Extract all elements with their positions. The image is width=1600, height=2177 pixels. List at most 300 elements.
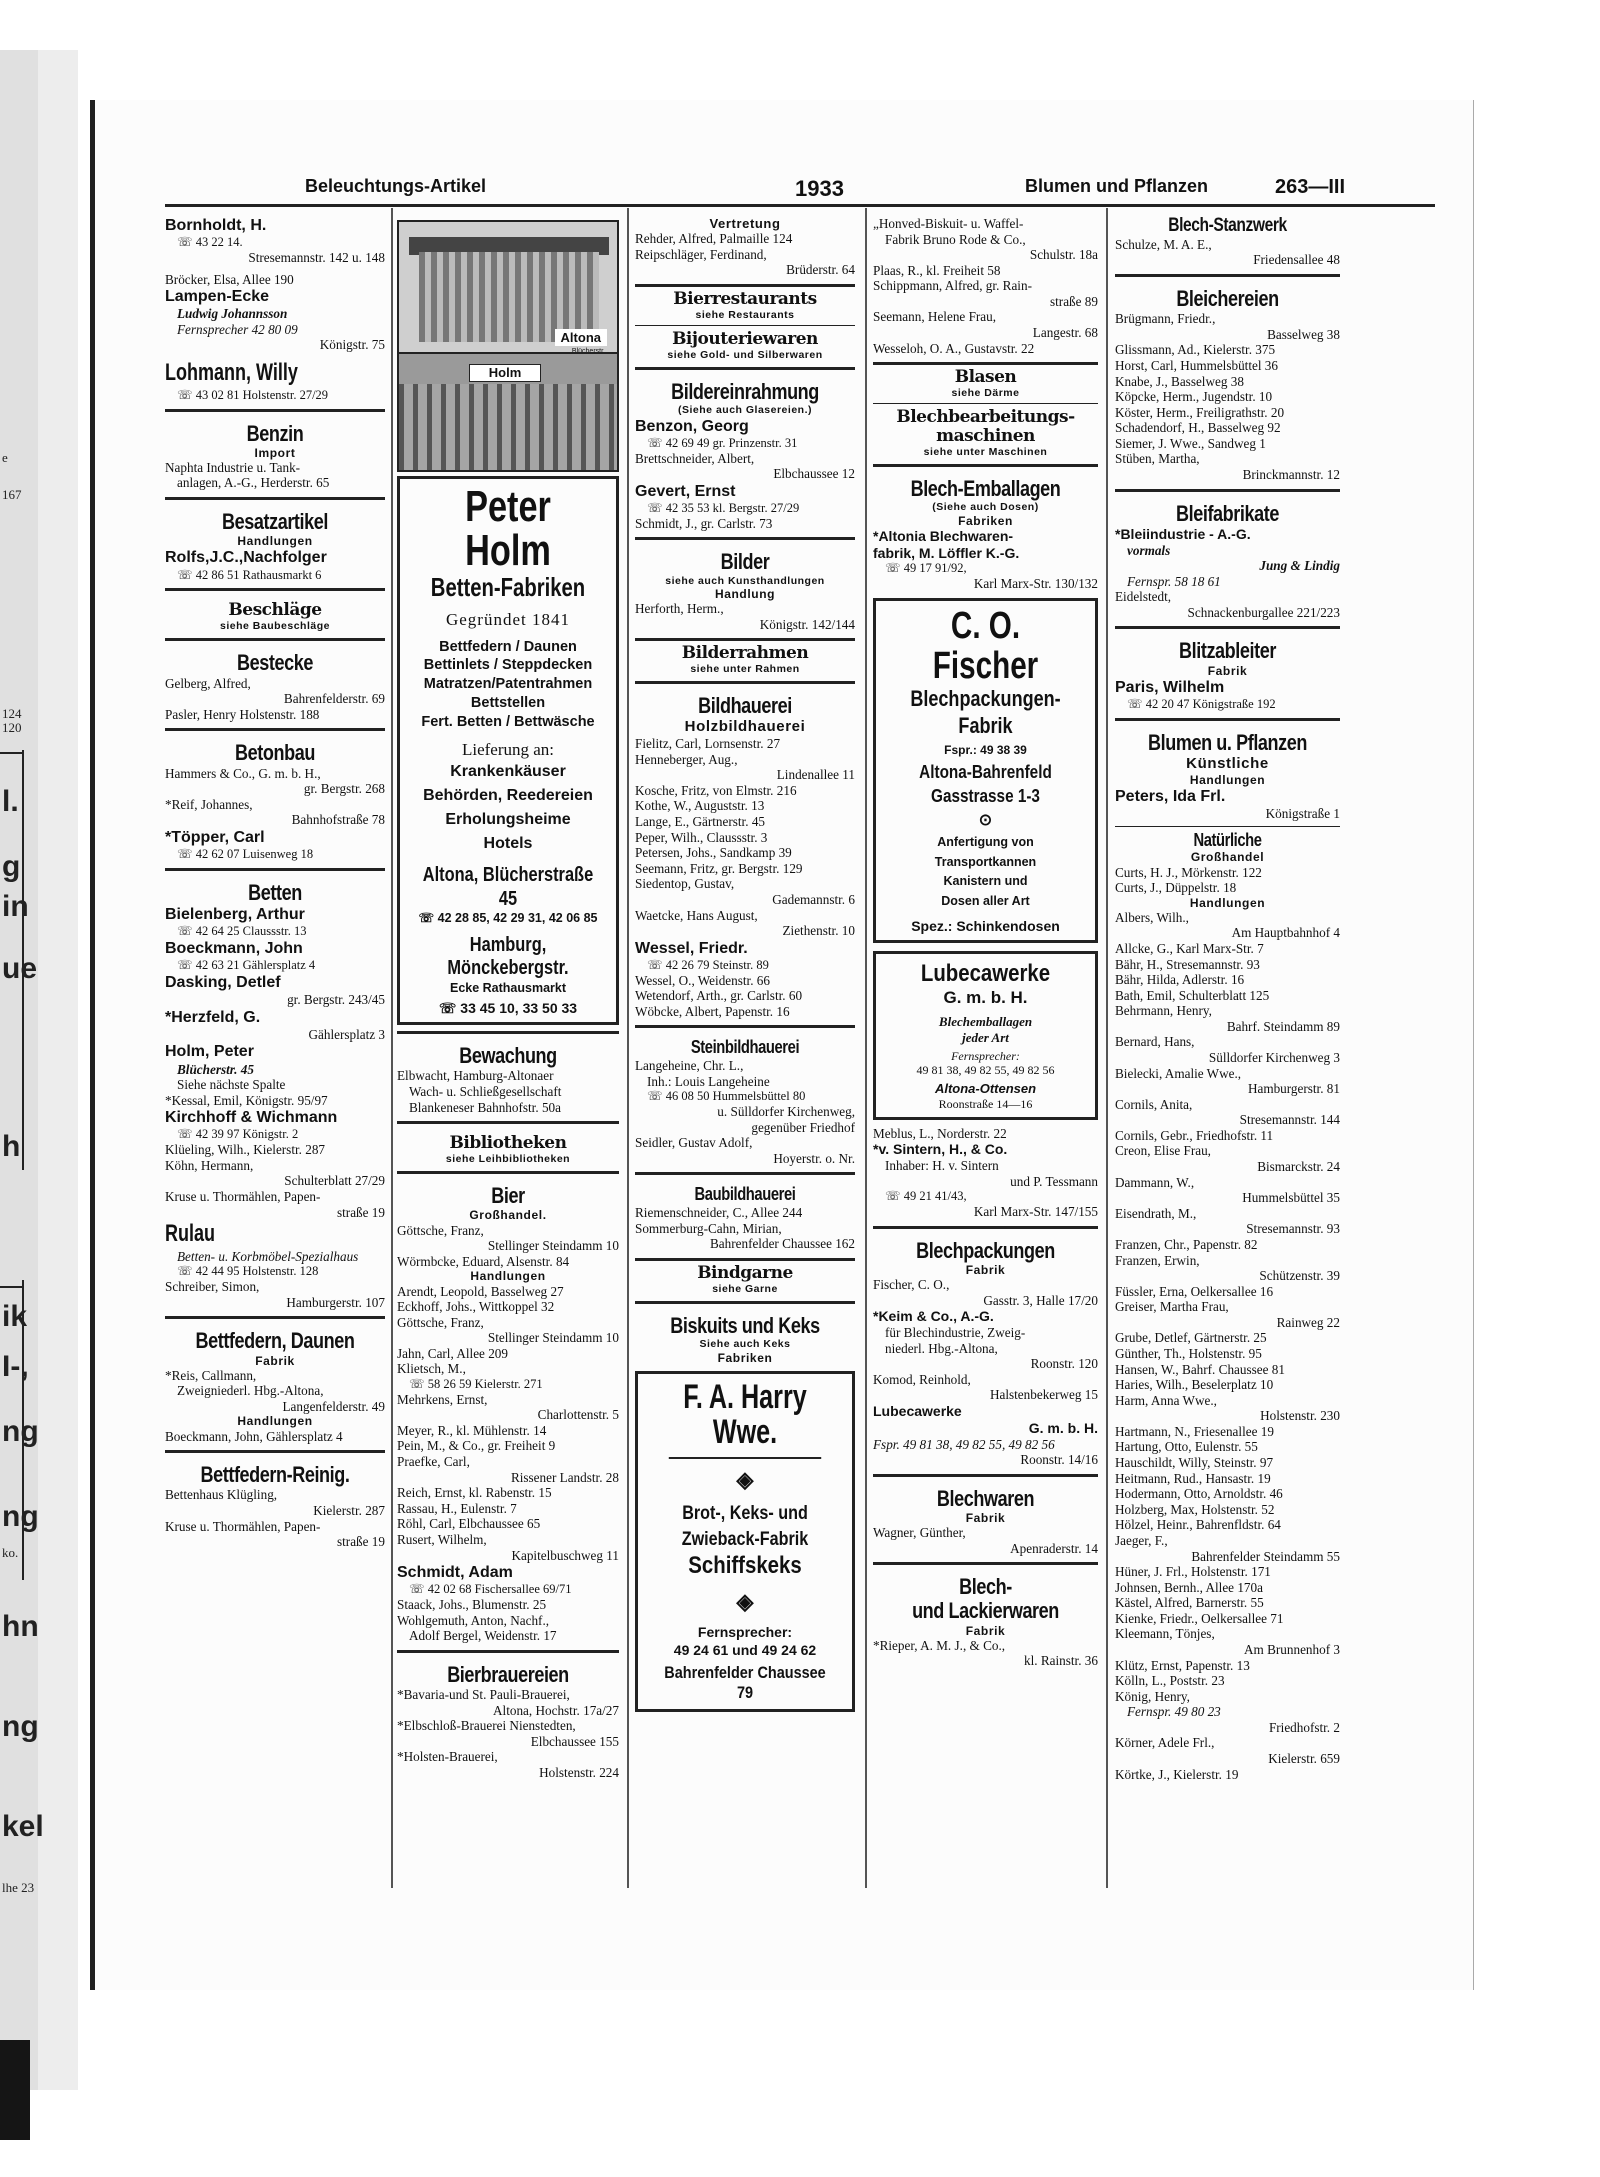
section-subheading: Vertretung: [709, 216, 781, 231]
entry: Kothe, W., Auguststr. 13: [635, 798, 765, 814]
section-rule: [1115, 826, 1340, 827]
entry-address: Hamburgerstr. 81: [1247, 1081, 1340, 1097]
entry: Rassau, H., Eulenstr. 7: [397, 1500, 517, 1516]
entry: Komod, Reinhold,: [873, 1371, 971, 1387]
entry-phone-address: ☏ 42 35 53 kl. Bergstr. 27/29: [647, 501, 800, 516]
entry-phone: ☏ 43 22 14.: [177, 235, 243, 250]
section-heading: Bindgarne: [697, 1262, 793, 1283]
entry: Bähr, Hilda, Adlerstr. 16: [1115, 972, 1245, 988]
entry: Hansen, W., Bahrf. Chaussee 81: [1115, 1361, 1285, 1377]
prev-fragment: ng: [2, 1710, 39, 1743]
advert-product: jeder Art: [962, 1029, 1009, 1045]
entry: Kleemann, Tönjes,: [1115, 1626, 1215, 1642]
page-shadow: [0, 2040, 30, 2140]
section-rule: [165, 1316, 385, 1319]
prev-fragment: g: [2, 850, 21, 883]
entry: Gelberg, Alfred,: [165, 675, 251, 691]
section-rule: [635, 1172, 855, 1175]
entry-address: Ziethenstr. 10: [782, 923, 855, 939]
entry-phone-address: ☏ 42 62 07 Luisenweg 18: [177, 847, 314, 862]
entry: Fischer, C. O.,: [873, 1277, 950, 1293]
entry-address: Hummelsbüttel 35: [1242, 1190, 1340, 1206]
entry-name: Paris, Wilhelm: [1115, 678, 1225, 696]
column-4: [873, 216, 1098, 1896]
entry-address: Gademannstr. 6: [772, 891, 855, 907]
entry: Blankeneser Bahnhofstr. 50a: [409, 1099, 561, 1115]
co-fischer-advert: [873, 598, 1098, 943]
entry-phone-address: ☏ 42 39 97 Königstr. 2: [177, 1127, 299, 1142]
prev-fragment: kel: [2, 1810, 44, 1843]
advert-founded: Gegründet 1841: [445, 609, 570, 629]
advert-product: Transportkannen: [934, 854, 1037, 869]
entry: Zweigniederl. Hbg.-Altona,: [177, 1383, 324, 1399]
prev-fragment: ng: [2, 1500, 39, 1533]
section-heading: Bilderrahmen: [681, 643, 809, 664]
section-subheading: Fabrik: [965, 1510, 1006, 1525]
entry-address: Am Hauptbahnhof 4: [1231, 925, 1340, 941]
entry: Hölzel, Heinr., Bahrenfldstr. 64: [1115, 1517, 1281, 1533]
entry-phone-address: ☏ 43 02 81 Holstenstr. 27/29: [177, 387, 329, 402]
entry-address: Königstraße 1: [1265, 805, 1340, 821]
section-subheading: Großhandel: [1190, 850, 1265, 865]
entry-address: Holstenstr. 224: [539, 1764, 619, 1780]
section-rule: [635, 638, 855, 641]
section-subheading: Fabrik: [1207, 663, 1248, 678]
entry-address: Schulterblatt 27/29: [284, 1173, 385, 1189]
section-heading: Bestecke: [237, 650, 313, 676]
advert-product: Bettinlets / Steppdecken: [423, 657, 593, 674]
entry: Hartung, Otto, Eulenstr. 55: [1115, 1439, 1258, 1455]
entry-address: Rissener Landstr. 28: [510, 1469, 619, 1485]
advert-product: Dosen aller Art: [941, 893, 1030, 908]
entry-name: *Töpper, Carl: [165, 828, 265, 846]
entry: Füssler, Erna, Oelkersallee 16: [1115, 1283, 1274, 1299]
entry: Inhaber: H. v. Sintern: [885, 1158, 999, 1174]
header-left-keyword: Beleuchtungs-Artikel: [305, 176, 487, 196]
entry-name: Schmidt, Adam: [397, 1564, 513, 1582]
entry-address: Schnackenburgallee 221/223: [1187, 604, 1340, 620]
entry: Cornils, Anita,: [1115, 1096, 1193, 1112]
section-heading: maschinen: [936, 425, 1035, 446]
entry-name: Holm, Peter: [165, 1043, 254, 1061]
section-heading: Bildhauerei: [698, 693, 792, 719]
section-heading: Blechbearbeitungs-: [896, 407, 1075, 428]
section-rule: [873, 403, 1098, 404]
entry-address: Schulstr. 18a: [1029, 247, 1098, 263]
entry: Bielecki, Amalie Wwe.,: [1115, 1065, 1242, 1081]
entry: Schadendorf, H., Basselweg 92: [1115, 420, 1281, 436]
section-rule: [397, 1171, 619, 1174]
entry: Waetcke, Hans August,: [635, 907, 758, 923]
entry: Hartmann, N., Friesenallee 19: [1115, 1423, 1274, 1439]
section-subheading: Handlungen: [1189, 895, 1266, 910]
entry-name: fabrik, M. Löffler K.-G.: [873, 544, 1020, 561]
entry: Franzen, Erwin,: [1115, 1252, 1200, 1268]
entry-address: Roonstr. 14/16: [1020, 1452, 1098, 1468]
entry: Wessel, O., Weidenstr. 66: [635, 972, 770, 988]
entry: Wöbcke, Albert, Papenstr. 16: [635, 1003, 790, 1019]
entry: Bähr, H., Stresemannstr. 93: [1115, 956, 1260, 972]
prev-fragment: ko.: [2, 1545, 19, 1560]
entry-phone: Fspr. 49 81 38, 49 82 55, 49 82 56: [873, 1436, 1055, 1452]
entry: Kölln, L., Poststr. 23: [1115, 1673, 1225, 1689]
entry-address: Friedhofstr. 2: [1268, 1719, 1340, 1735]
entry: Peper, Wilh., Claussstr. 3: [635, 829, 768, 845]
section-heading: Bettfedern, Daunen: [195, 1328, 355, 1354]
running-header: [165, 170, 1435, 207]
entry-address: Elbchaussee 12: [773, 466, 855, 482]
entry-phone: Fernspr. 58 18 61: [1127, 573, 1221, 589]
factory-photo: [399, 222, 617, 352]
entry-address: Blücherstr. 45: [177, 1061, 254, 1077]
section-rule: [397, 1031, 619, 1034]
entry: Körner, Adele Frl.,: [1115, 1735, 1215, 1751]
entry: für Blechindustrie, Zweig-: [885, 1325, 1026, 1341]
entry: Kästel, Alfred, Barnerstr. 55: [1115, 1595, 1264, 1611]
see-reference: siehe Restaurants: [695, 308, 795, 321]
advert-product: Brot-, Keks- und: [682, 1503, 808, 1525]
section-rule: [1115, 718, 1340, 721]
see-reference: (Siehe auch Glasereien.): [678, 404, 812, 417]
section-subheading: Künstliche: [1186, 754, 1269, 772]
advert-address: Gasstrasse 1-3: [931, 785, 1040, 806]
entry-address: Bahrenfelderstr. 69: [283, 691, 385, 707]
entry-address: Bahrf. Steindamm 89: [1226, 1018, 1340, 1034]
advert-client: Hotels: [483, 834, 533, 852]
section-rule: [873, 1562, 1098, 1565]
entry-phone-address: ☏ 42 26 79 Steinstr. 89: [647, 957, 769, 972]
page-number: 263—III: [1275, 176, 1346, 198]
entry: Reich, Ernst, kl. Rabenstr. 15: [397, 1485, 552, 1501]
entry: Dammann, W.,: [1115, 1174, 1195, 1190]
see-reference: siehe Gold- und Silberwaren: [667, 348, 823, 361]
entry: Grube, Detlef, Gärtnerstr. 25: [1115, 1330, 1267, 1346]
holm-photo-advert: [397, 220, 619, 472]
entry: Göttsche, Franz,: [397, 1222, 484, 1238]
advert-product: Matratzen/Patentrahmen: [423, 676, 593, 693]
section-rule: [397, 1121, 619, 1124]
section-rule: [165, 868, 385, 871]
prev-fragment: ik: [2, 1300, 28, 1333]
section-heading: Blasen: [954, 367, 1017, 388]
advert-address-detail: Ecke Rathausmarkt: [449, 981, 567, 996]
entry-address: Apenraderstr. 14: [1010, 1540, 1098, 1556]
section-rule: [635, 1301, 855, 1304]
advert-address: Hamburg, Mönckebergstr.: [447, 933, 569, 980]
advert-phone: 49 24 61 und 49 24 62: [673, 1641, 817, 1658]
entry: Wetendorf, Arth., gr. Carlstr. 60: [635, 988, 803, 1004]
diamond-ornament-icon: ◈: [736, 1588, 754, 1614]
see-reference: siehe Garne: [712, 1282, 778, 1295]
entry-name: Rulau: [165, 1220, 216, 1248]
entry-address: Altona, Hochstr. 17a/27: [493, 1702, 619, 1718]
shop-photo: [399, 352, 617, 470]
section-heading: Blechpackungen: [916, 1237, 1055, 1263]
section-heading: Bierrestaurants: [673, 289, 817, 310]
entry-address: Stresemannstr. 144: [1239, 1112, 1340, 1128]
entry-address: Holstenstr. 230: [1260, 1408, 1340, 1424]
section-heading: Bilder: [720, 549, 770, 575]
entry: König, Henry,: [1115, 1688, 1190, 1704]
entry: Inh.: Louis Langeheine: [647, 1073, 770, 1089]
section-rule: [165, 638, 385, 641]
entry: Johnsen, Bernh., Allee 170a: [1115, 1579, 1263, 1595]
advert-phone: ☏ 42 28 85, 42 29 31, 42 06 85: [418, 911, 598, 926]
section-heading: Blech-Stanzwerk: [1168, 216, 1287, 236]
section-rule: [635, 537, 855, 540]
entry: Riemenschneider, C., Allee 244: [635, 1205, 803, 1221]
entry-address: Halstenbekerweg 15: [989, 1387, 1098, 1403]
section-subheading: Handlung: [714, 586, 776, 601]
entry: Stüben, Martha,: [1115, 451, 1200, 467]
entry-address: Roonstr. 120: [1030, 1356, 1098, 1372]
advert-title: C. O. Fischer: [932, 604, 1039, 687]
entry-address: Sülldorfer Kirchenweg 3: [1208, 1050, 1340, 1066]
entry-name: Lubecawerke: [873, 1402, 962, 1419]
entry: Bettenhaus Klügling,: [165, 1487, 278, 1503]
section-rule: [635, 325, 855, 326]
entry: *Holsten-Brauerei,: [397, 1749, 498, 1765]
advert-product: Kanistern und: [943, 874, 1028, 889]
entry: Petersen, Johs., Sandkamp 39: [635, 845, 792, 861]
lubecawerke-advert: [873, 951, 1098, 1120]
photo-sign: Altona: [555, 329, 607, 346]
entry: Körtke, J., Kielerstr. 19: [1115, 1766, 1239, 1782]
entry: Elbwacht, Hamburg-Altonaer: [397, 1068, 554, 1084]
entry: Henneberger, Aug.,: [635, 751, 738, 767]
entry-address: gr. Bergstr. 243/45: [287, 992, 385, 1008]
section-subheading: Import: [254, 445, 296, 460]
entry-name: Rolfs,J.C.,Nachfolger: [165, 549, 327, 567]
entry: Klüeling, Wilh., Kielerstr. 287: [165, 1142, 326, 1158]
entry: Schulze, M. A. E.,: [1115, 236, 1212, 252]
section-rule: [873, 464, 1098, 467]
entry-address: Karl Marx-Str. 147/155: [973, 1204, 1098, 1220]
peter-holm-advert: [397, 476, 619, 1025]
section-rule: [1115, 274, 1340, 277]
advert-title: F. A. Harry Wwe.: [669, 1380, 821, 1459]
entry: Knabe, J., Basselweg 38: [1115, 373, 1244, 389]
entry: Schmidt, J., gr. Carlstr. 73: [635, 515, 773, 531]
entry: Kienke, Friedr., Oelkersallee 71: [1115, 1610, 1284, 1626]
section-heading: Bibliotheken: [449, 1133, 567, 1154]
section-subheading: Handlungen: [237, 534, 313, 549]
entry: Klietsch, M.,: [397, 1361, 466, 1377]
entry-address: Langenfelderstr. 49: [282, 1398, 385, 1414]
entry-name: Gevert, Ernst: [635, 482, 736, 500]
entry-address: straße 89: [1050, 293, 1098, 309]
section-heading: Bildereinrahmung: [671, 379, 819, 405]
entry-address: Kapitelbuschweg 11: [511, 1547, 619, 1563]
advert-product: Bettfedern / Daunen: [439, 638, 577, 655]
entry: *Reif, Johannes,: [165, 796, 253, 812]
entry: Adolf Bergel, Weidenstr. 17: [409, 1628, 557, 1644]
entry-address: straße 19: [337, 1534, 385, 1550]
advert-client: Erholungsheime: [445, 810, 571, 828]
prev-vline: [22, 750, 24, 1170]
section-heading: Blitzableiter: [1179, 638, 1276, 664]
entry: Holzberg, Max, Holstenstr. 52: [1115, 1501, 1275, 1517]
entry-address: Kielerstr. 287: [313, 1502, 385, 1518]
section-rule: [165, 588, 385, 591]
column-5: [1115, 216, 1340, 1896]
header-right-keyword: Blumen und Pflanzen: [1025, 176, 1209, 196]
entry: Allcke, G., Karl Marx-Str. 7: [1115, 940, 1264, 956]
entry: Praefke, Carl,: [397, 1454, 470, 1470]
see-reference: siehe unter Maschinen: [923, 445, 1048, 458]
entry-phone-address: ☏ 42 86 51 Rathausmarkt 6: [177, 567, 322, 582]
section-rule: [165, 1450, 385, 1453]
entry: Staack, Johs., Blumenstr. 25: [397, 1597, 547, 1613]
advert-product: Fert. Betten / Bettwäsche: [421, 714, 595, 731]
entry: Hammers & Co., G. m. b. H.,: [165, 765, 321, 781]
entry-address: Charlottenstr. 5: [537, 1407, 619, 1423]
section-rule: [1115, 626, 1340, 629]
entry: Glissmann, Ad., Kielerstr. 375: [1115, 342, 1276, 358]
entry-name: Lohmann, Willy: [165, 359, 298, 387]
entry: Wohlgemuth, Anton, Nachf.,: [397, 1612, 550, 1628]
entry: Langeheine, Chr. L.,: [635, 1058, 744, 1074]
entry-address: Stellinger Steindamm 10: [487, 1330, 619, 1346]
entry-address: Hoyerstr. o. Nr.: [773, 1150, 855, 1166]
section-rule: [873, 1226, 1098, 1229]
entry: Seemann, Helene Frau,: [873, 309, 997, 325]
entry: Schippmann, Alfred, gr. Rain-: [873, 278, 1032, 294]
prev-fragment: I-,: [2, 1350, 29, 1383]
directory-page: [90, 100, 1474, 1990]
advert-product-highlight: Schiffskeks: [688, 1552, 802, 1580]
entry: *Kessal, Emil, Königstr. 95/97: [165, 1092, 328, 1108]
entry: Fielitz, Carl, Lornsenstr. 27: [635, 736, 781, 752]
entry: Meyer, R., kl. Mühlenstr. 14: [397, 1422, 547, 1438]
entry: Wesseloh, O. A., Gustavstr. 22: [873, 340, 1035, 356]
entry-name: *Bleiindustrie - A.-G.: [1115, 525, 1251, 542]
section-heading: Blumen u. Pflanzen: [1147, 729, 1308, 755]
entry-address: und P. Tessmann: [1010, 1173, 1098, 1189]
section-subheading: Fabrik: [965, 1623, 1006, 1638]
entry: Schreiber, Simon,: [165, 1279, 260, 1295]
photo-sign-sub: Blücherstr.: [571, 347, 605, 352]
entry: Albers, Wilh.,: [1115, 909, 1189, 925]
section-heading: Besatzartikel: [222, 509, 328, 535]
entry: Creon, Elise Frau,: [1115, 1143, 1211, 1159]
entry-phone: ☏ 49 17 91/92,: [885, 561, 967, 576]
prev-fragment: in: [2, 890, 29, 923]
column-2: [397, 216, 619, 1896]
entry-address: Kielerstr. 659: [1268, 1751, 1340, 1767]
entry-name: Wessel, Friedr.: [635, 939, 748, 957]
entry: Seemann, Fritz, gr. Bergstr. 129: [635, 860, 803, 876]
column-separator: [627, 208, 629, 1888]
entry: Hodermann, Otto, Arnoldstr. 46: [1115, 1486, 1283, 1502]
entry: anlagen, A.-G., Herderstr. 65: [177, 475, 330, 491]
entry-address: Brüderstr. 64: [786, 262, 855, 278]
entry-name: Boeckmann, John: [165, 939, 303, 957]
entry-address: Bahrenfelder Steindamm 55: [1191, 1548, 1340, 1564]
entry: Pein, M., & Co., gr. Freiheit 9: [397, 1438, 556, 1454]
entry-phone-address: ☏ 58 26 59 Kielerstr. 271: [409, 1376, 543, 1391]
entry: niederl. Hbg.-Altona,: [885, 1340, 998, 1356]
entry: Bröcker, Elsa, Allee 190: [165, 271, 294, 287]
section-rule: [873, 1474, 1098, 1477]
entry: Brettschneider, Albert,: [635, 450, 755, 466]
section-heading: Blech-Emballagen: [910, 476, 1061, 502]
entry-name: *Keim & Co., A.-G.: [873, 1308, 994, 1325]
previous-page-edge: [0, 50, 78, 2090]
entry-phone: ☏ 49 21 41/43,: [885, 1189, 967, 1204]
advert-product: Blechemballagen: [938, 1014, 1033, 1030]
section-heading: Steinbildhauerei: [690, 1037, 800, 1058]
entry-address: Stresemannstr. 93: [1246, 1221, 1340, 1237]
section-subheading: Fabrik: [255, 1353, 295, 1368]
entry: Lange, E., Gärtnerstr. 45: [635, 814, 766, 830]
entry-phone-address: ☏ 46 08 50 Hummelsbüttel 80: [647, 1089, 806, 1104]
advert-title: Lubecawerke: [920, 960, 1051, 988]
diamond-ornament-icon: ◈: [736, 1467, 754, 1493]
entry-address: Bahnhofstraße 78: [291, 812, 385, 828]
section-rule: [165, 728, 385, 731]
entry: Behrmann, Henry,: [1115, 1003, 1212, 1019]
entry: *Reis, Callmann,: [165, 1367, 257, 1383]
entry: Wach- u. Schließgesellschaft: [409, 1084, 562, 1100]
section-rule: [1115, 489, 1340, 492]
section-heading: Bierbrauereien: [447, 1661, 569, 1687]
entry: Sommerburg-Cahn, Mirian,: [635, 1220, 782, 1236]
entry: Plaas, R., kl. Freiheit 58: [873, 262, 1001, 278]
section-heading: Bettfedern-Reinig.: [200, 1462, 350, 1488]
entry: Hauschildt, Willy, Steinstr. 97: [1115, 1455, 1274, 1471]
prev-fragment: ng: [2, 1415, 39, 1448]
entry: Reipschläger, Ferdinand,: [635, 246, 767, 262]
entry-address: Gasstr. 3, Halle 17/20: [983, 1292, 1098, 1308]
advert-specialty: Spez.: Schinkendosen: [911, 917, 1060, 934]
entry-address: kl. Rainstr. 36: [1024, 1653, 1098, 1669]
entry-name: Bornholdt, H.: [165, 217, 267, 234]
entry: Brügmann, Friedr.,: [1115, 311, 1216, 327]
entry: Kosche, Fritz, von Elmstr. 216: [635, 782, 797, 798]
entry-address: gegenüber Friedhof: [751, 1119, 855, 1135]
entry: Naphta Industrie u. Tank-: [165, 459, 301, 475]
section-heading: Baubildhauerei: [694, 1184, 796, 1205]
entry: Arendt, Leopold, Basselweg 27: [397, 1283, 564, 1299]
entry: Herforth, Herm.,: [635, 601, 724, 617]
entry: Bernard, Hans,: [1115, 1034, 1195, 1050]
entry-name: *v. Sintern, H., & Co.: [873, 1141, 1008, 1158]
entry-address: Rainweg 22: [1276, 1314, 1340, 1330]
advert-address: Roonstraße 14—16: [938, 1096, 1033, 1111]
section-heading: Betonbau: [235, 740, 315, 766]
shop-facade: [399, 384, 617, 470]
entry: Harm, Anna Wwe.,: [1115, 1392, 1217, 1408]
section-subheading: Handlungen: [470, 1269, 546, 1284]
page-gutter: [0, 50, 38, 2090]
prev-rule: [0, 1286, 22, 1288]
advert-phone: 49 81 38, 49 82 55, 49 82 56: [916, 1063, 1055, 1078]
prev-fragment: l.: [2, 785, 19, 818]
entry-address: Elbchaussee 155: [530, 1733, 619, 1749]
entry-address: Brinckmannstr. 12: [1242, 467, 1340, 483]
entry-owner: Ludwig Johannsson: [177, 306, 288, 322]
prev-rule: [0, 752, 22, 754]
entry-address: Königstr. 75: [319, 337, 385, 353]
advert-phone: Fspr.: 49 38 39: [944, 743, 1027, 758]
column-separator: [1106, 208, 1108, 1888]
entry-address: Lindenallee 11: [776, 767, 855, 783]
section-subheading: Großhandel.: [469, 1208, 547, 1223]
entry-address: Hamburgerstr. 107: [286, 1294, 385, 1310]
see-reference: siehe Därme: [951, 386, 1020, 399]
entry: Köpcke, Herm., Jugendstr. 10: [1115, 389, 1273, 405]
